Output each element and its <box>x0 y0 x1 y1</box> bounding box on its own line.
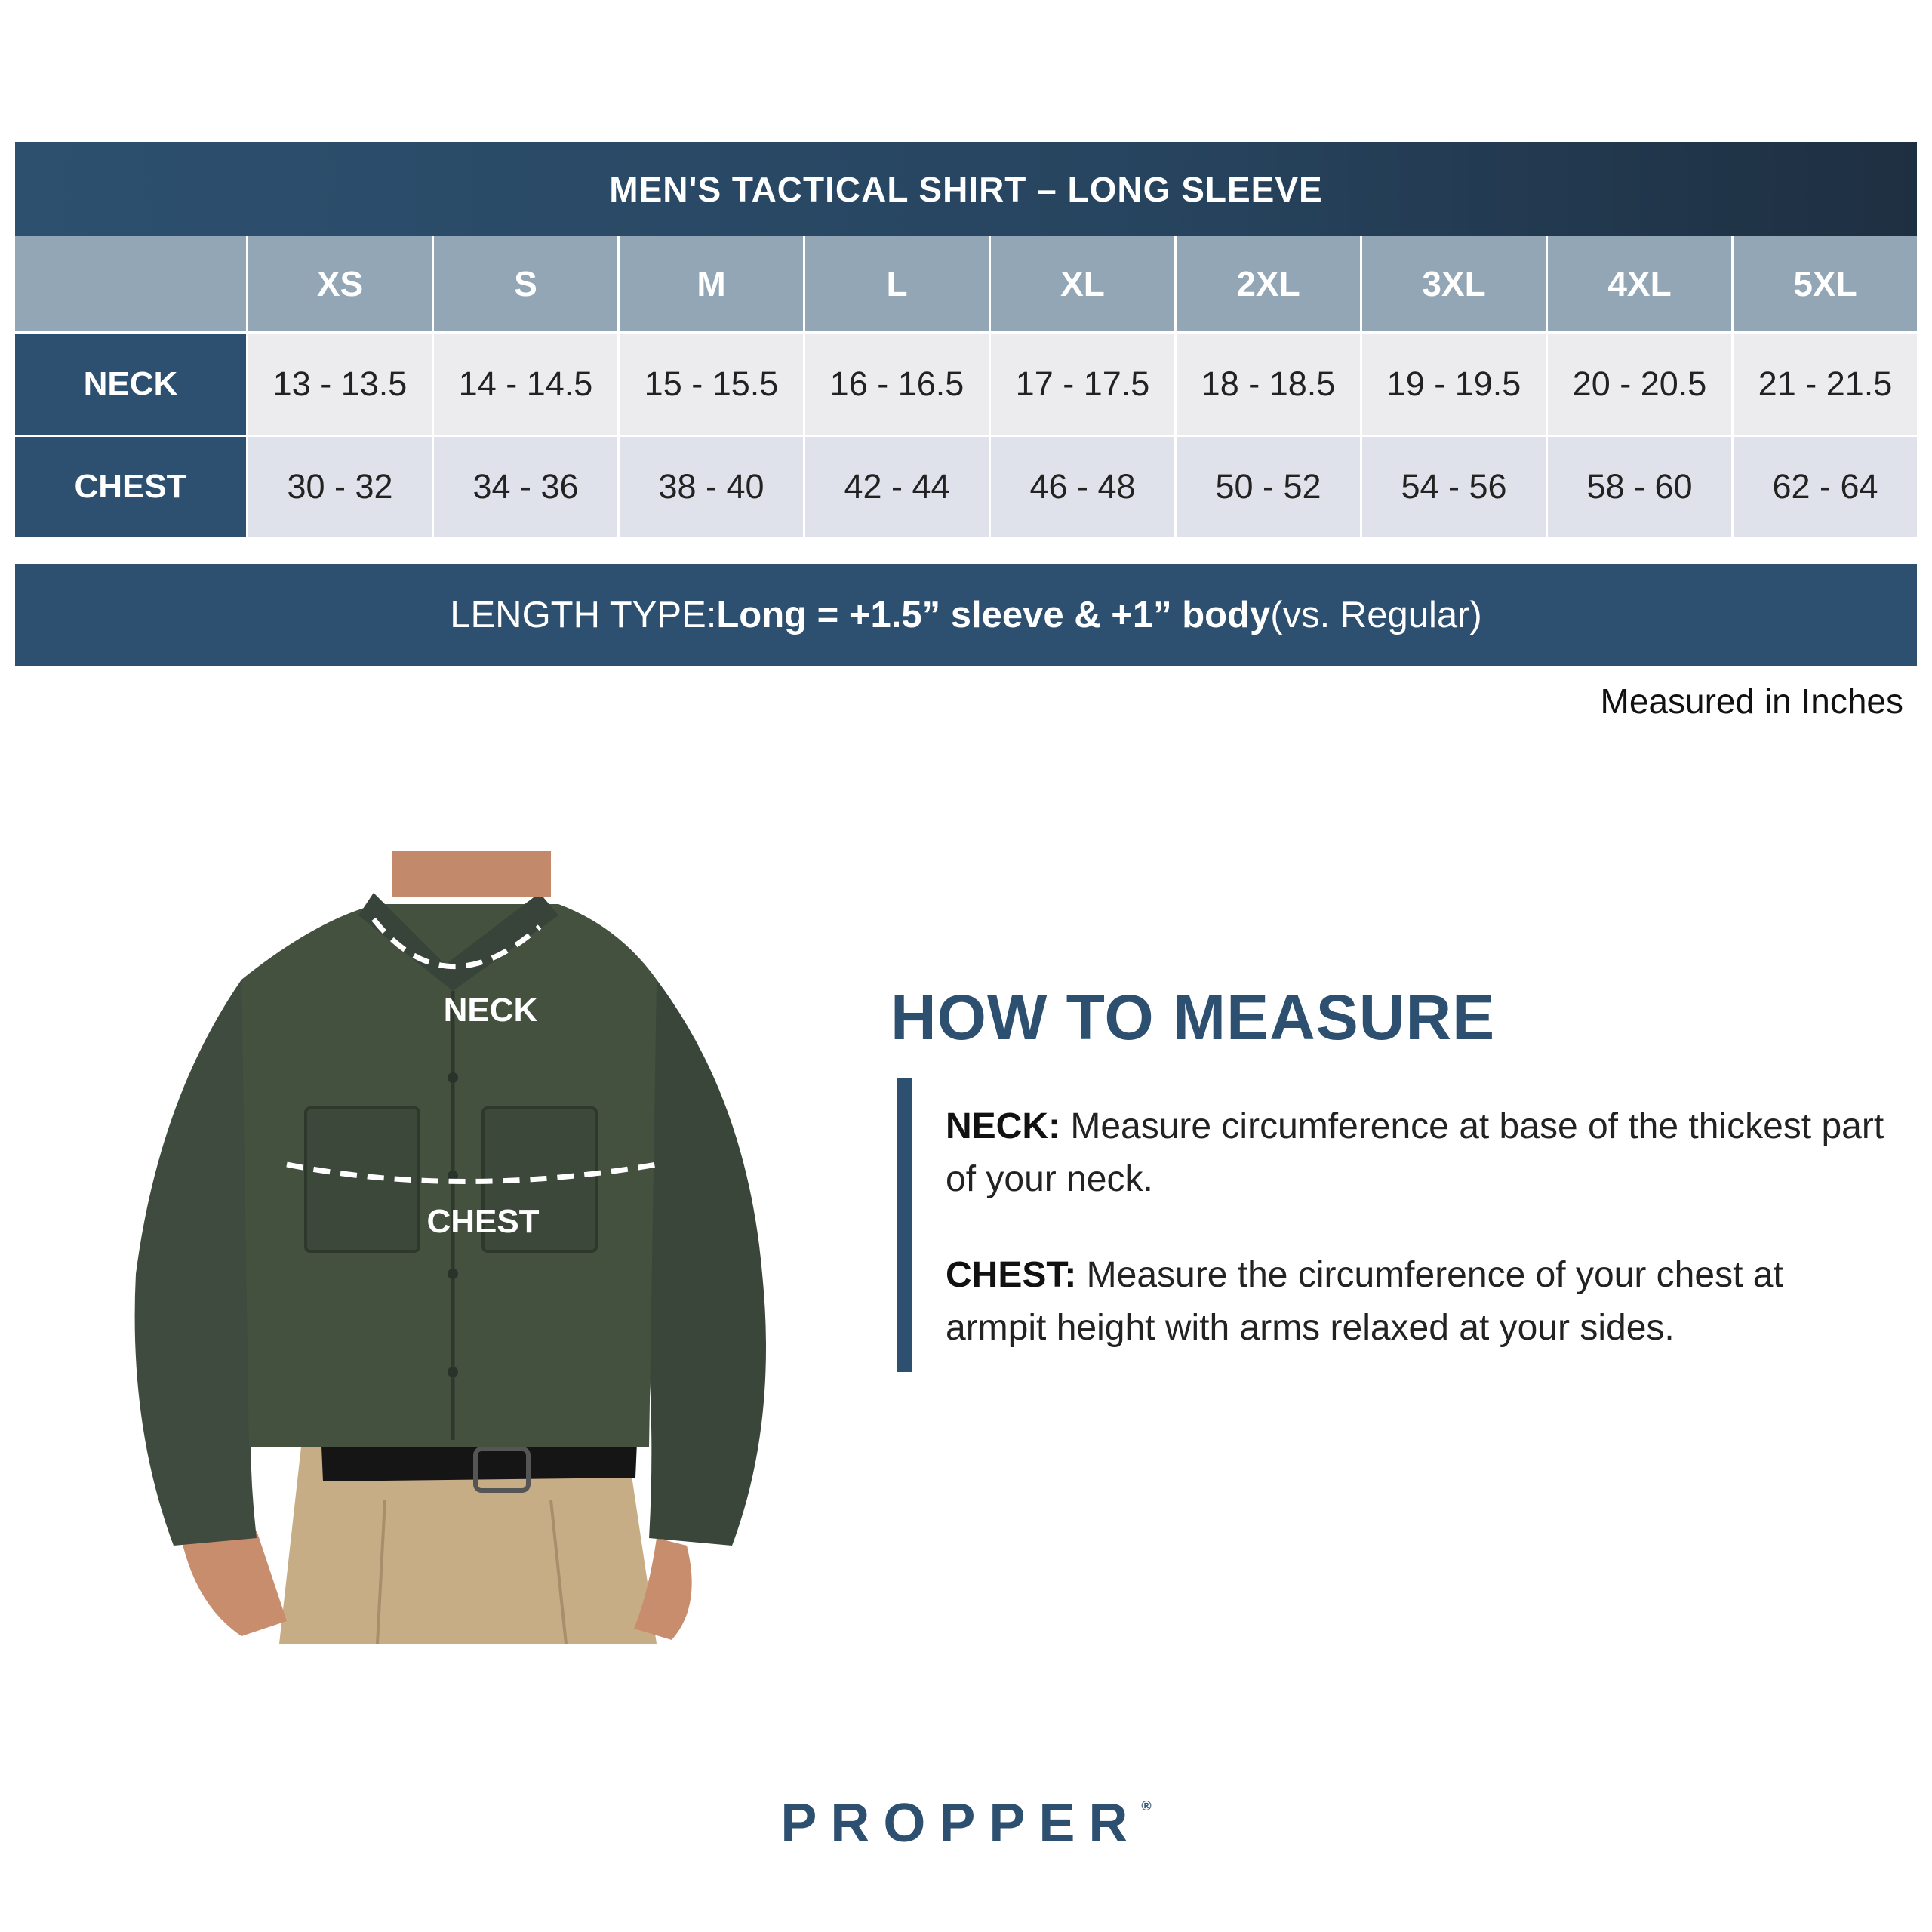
neck-cell: 17 - 17.5 <box>989 334 1174 437</box>
left-hand <box>181 1531 287 1636</box>
chest-instruction: Measure the circumference of your chest at armpit height with arms relaxed at your sides. <box>946 1255 1783 1348</box>
size-header: 2XL <box>1174 236 1360 334</box>
neck-term: NECK: <box>946 1106 1060 1146</box>
size-header-row <box>15 236 1917 334</box>
length-type-bold: Long = +1.5” sleeve & +1” body <box>716 594 1271 635</box>
chest-cell: 30 - 32 <box>246 437 432 537</box>
neck-cell: 18 - 18.5 <box>1174 334 1360 437</box>
chest-term: CHEST: <box>946 1255 1077 1295</box>
size-table <box>15 236 1917 537</box>
model-photo <box>128 851 792 1644</box>
size-header: XS <box>246 236 432 334</box>
photo-chest-label: CHEST <box>426 1203 540 1240</box>
neck-cell: 15 - 15.5 <box>617 334 803 437</box>
how-to-measure-title: HOW TO MEASURE <box>891 982 1496 1053</box>
chest-cell: 42 - 44 <box>803 437 989 537</box>
size-chart <box>15 142 1917 537</box>
chest-cell: 46 - 48 <box>989 437 1174 537</box>
size-header: M <box>617 236 803 334</box>
neck-cell: 19 - 19.5 <box>1360 334 1546 437</box>
size-header: L <box>803 236 989 334</box>
neck-row <box>15 334 1917 437</box>
brand-name: PROPPER <box>780 1793 1142 1854</box>
size-chart-title: MEN'S TACTICAL SHIRT – LONG SLEEVE <box>15 142 1917 236</box>
size-header: 4XL <box>1546 236 1731 334</box>
corner-cell <box>15 236 246 334</box>
model-illustration <box>128 851 792 1644</box>
measured-note: Measured in Inches <box>1600 681 1903 721</box>
how-to-measure-neck <box>946 1100 1889 1206</box>
neck-cell: 13 - 13.5 <box>246 334 432 437</box>
chest-cell: 34 - 36 <box>432 437 617 537</box>
how-to-measure-rule <box>897 1078 912 1372</box>
chest-row <box>15 437 1917 537</box>
size-header: S <box>432 236 617 334</box>
chest-cell: 38 - 40 <box>617 437 803 537</box>
photo-neck-label: NECK <box>443 992 538 1029</box>
size-header: 3XL <box>1360 236 1546 334</box>
neck-row-label: NECK <box>15 334 246 437</box>
length-type-prefix: LENGTH TYPE: <box>450 594 717 635</box>
brand-logo <box>0 1792 1932 1854</box>
chest-cell: 62 - 64 <box>1731 437 1917 537</box>
how-to-measure-chest <box>946 1249 1889 1355</box>
neck-instruction: Measure circumference at base of the thickest part of your neck. <box>946 1106 1884 1199</box>
registered-mark: ® <box>1141 1798 1152 1814</box>
chest-row-label: CHEST <box>15 437 246 537</box>
length-type-suffix: (vs. Regular) <box>1270 594 1482 635</box>
size-header: 5XL <box>1731 236 1917 334</box>
neck-cell: 16 - 16.5 <box>803 334 989 437</box>
chest-cell: 58 - 60 <box>1546 437 1731 537</box>
neck-skin <box>392 851 551 897</box>
neck-cell: 21 - 21.5 <box>1731 334 1917 437</box>
neck-cell: 20 - 20.5 <box>1546 334 1731 437</box>
chest-cell: 54 - 56 <box>1360 437 1546 537</box>
neck-cell: 14 - 14.5 <box>432 334 617 437</box>
chest-cell: 50 - 52 <box>1174 437 1360 537</box>
size-header: XL <box>989 236 1174 334</box>
length-type-banner <box>15 564 1917 666</box>
